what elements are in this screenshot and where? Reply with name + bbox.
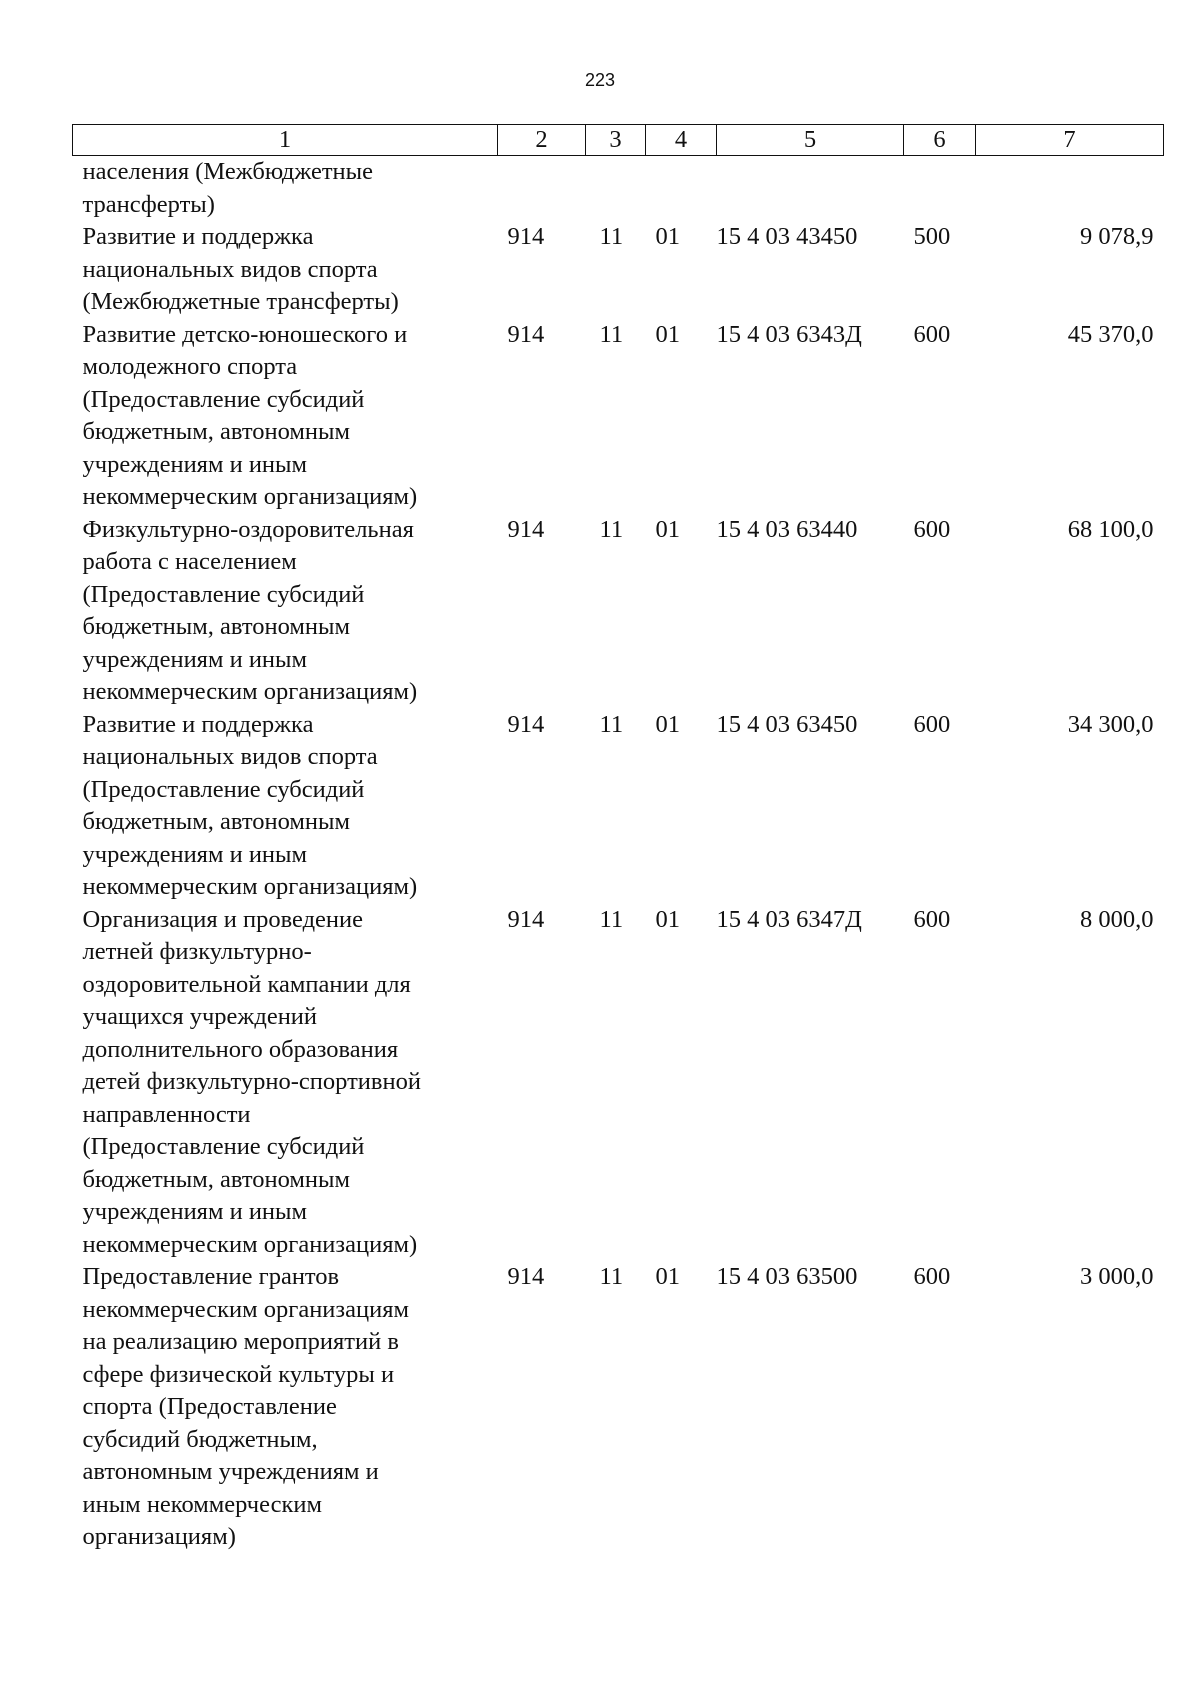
amount: 45 370,0 — [1067, 320, 1154, 348]
amount: 9 078,9 — [1080, 223, 1154, 250]
description-line: населения (Межбюджетные — [82, 158, 373, 185]
section-code: 11 — [599, 1263, 624, 1290]
page-number: 223 — [584, 70, 616, 90]
table-row — [73, 319, 1164, 514]
subsection-code: 01 — [655, 223, 680, 250]
row-description — [73, 904, 498, 1262]
department-code: 914 — [507, 223, 545, 250]
description-line: Развитие и поддержка — [82, 710, 314, 738]
department-code — [498, 156, 586, 222]
header-col-6: 6 — [904, 125, 976, 156]
target-article-code: 15 4 03 63440 — [716, 515, 858, 543]
description-line: учреждениям и иным — [82, 1198, 308, 1225]
target-article-code: 15 4 03 6347Д — [716, 905, 862, 933]
description-line: субсидий бюджетным, — [82, 1425, 318, 1453]
description-line: (Межбюджетные трансферты) — [82, 288, 399, 315]
header-col-7: 7 — [976, 125, 1164, 156]
table-row — [73, 156, 1164, 222]
description-line: национальных видов спорта — [82, 743, 378, 770]
description-line: дополнительного образования — [82, 1035, 399, 1063]
table-body — [73, 156, 1164, 1554]
expense-type-code: 600 — [913, 320, 951, 348]
table-row — [73, 221, 1164, 319]
target-article-code — [717, 156, 904, 222]
description-line: (Предоставление субсидий — [82, 1133, 365, 1160]
description-line: бюджетным, автономным — [82, 1165, 350, 1193]
description-line: Предоставление грантов — [82, 1263, 340, 1290]
row-description — [73, 514, 498, 709]
expense-type-code: 600 — [913, 905, 951, 933]
description-line: некоммерческим организациям — [82, 1295, 409, 1323]
description-line: некоммерческим организациям) — [82, 873, 418, 900]
header-col-4: 4 — [646, 125, 717, 156]
description-line: национальных видов спорта — [82, 255, 378, 283]
department-code: 914 — [507, 710, 545, 738]
description-line: работа с населением — [82, 548, 297, 575]
expense-type-code: 500 — [913, 223, 951, 250]
description-line: Развитие детско-юношеского и — [82, 320, 408, 348]
description-line: трансферты) — [82, 190, 215, 218]
subsection-code: 01 — [655, 1263, 680, 1290]
description-line: на реализацию мероприятий в — [82, 1328, 399, 1355]
department-code: 914 — [507, 515, 545, 543]
header-col-2: 2 — [498, 125, 586, 156]
description-line: Развитие и поддержка — [82, 223, 314, 250]
row-description — [73, 709, 498, 904]
description-line: спорта (Предоставление — [82, 1393, 337, 1420]
description-line: бюджетным, автономным — [82, 418, 350, 445]
row-description — [73, 156, 498, 222]
section-code: 11 — [599, 223, 624, 250]
header-col-1: 1 — [73, 125, 498, 156]
row-description — [73, 319, 498, 514]
department-code: 914 — [507, 320, 545, 348]
row-description — [73, 1261, 498, 1554]
description-line: учреждениям и иным — [82, 645, 308, 673]
description-line: сфере физической культуры и — [82, 1360, 395, 1388]
subsection-code: 01 — [655, 905, 680, 933]
amount: 3 000,0 — [1080, 1263, 1154, 1290]
header-row — [73, 125, 1164, 156]
description-line: оздоровительной кампании для — [82, 970, 411, 998]
description-line: Организация и проведение — [82, 905, 364, 933]
description-line: (Предоставление субсидий — [82, 775, 365, 803]
section-code: 11 — [599, 905, 624, 933]
description-line: автономным учреждениям и — [82, 1458, 379, 1485]
description-line: некоммерческим организациям) — [82, 678, 418, 705]
description-line: организациям) — [82, 1523, 236, 1550]
section-code: 11 — [599, 710, 624, 738]
amount: 68 100,0 — [1067, 515, 1154, 543]
subsection-code: 01 — [655, 320, 680, 348]
description-line: детей физкультурно-спортивной — [82, 1068, 421, 1095]
table-row — [73, 514, 1164, 709]
amount: 8 000,0 — [1080, 905, 1154, 933]
amount: 34 300,0 — [1067, 710, 1154, 738]
description-line: бюджетным, автономным — [82, 613, 350, 640]
description-line: бюджетным, автономным — [82, 808, 350, 835]
section-code: 11 — [599, 320, 624, 348]
description-line: направленности — [82, 1100, 251, 1128]
section-code — [586, 156, 646, 222]
description-line: летней физкультурно- — [82, 938, 312, 965]
budget-table — [72, 124, 1164, 1554]
subsection-code — [646, 156, 717, 222]
amount — [976, 156, 1164, 222]
description-line: учащихся учреждений — [82, 1003, 318, 1030]
expense-type-code — [904, 156, 976, 222]
target-article-code: 15 4 03 63500 — [716, 1263, 858, 1290]
target-article-code: 15 4 03 6343Д — [716, 320, 862, 348]
description-line: некоммерческим организациям) — [82, 483, 418, 510]
expense-type-code: 600 — [913, 1263, 951, 1290]
target-article-code: 15 4 03 63450 — [716, 710, 858, 738]
subsection-code: 01 — [655, 710, 680, 738]
description-line: Физкультурно-оздоровительная — [82, 515, 414, 543]
department-code: 914 — [507, 905, 545, 933]
description-line: (Предоставление субсидий — [82, 580, 365, 608]
expense-type-code: 600 — [913, 515, 951, 543]
target-article-code: 15 4 03 43450 — [716, 223, 858, 250]
description-line: некоммерческим организациям) — [82, 1230, 418, 1258]
subsection-code: 01 — [655, 515, 680, 543]
department-code: 914 — [507, 1263, 545, 1290]
header-col-3: 3 — [586, 125, 646, 156]
section-code: 11 — [599, 515, 624, 543]
table-row — [73, 1261, 1164, 1554]
header-col-5: 5 — [717, 125, 904, 156]
description-line: молодежного спорта — [82, 353, 298, 380]
description-line: учреждениям и иным — [82, 840, 308, 868]
row-description — [73, 221, 498, 319]
expense-type-code: 600 — [913, 710, 951, 738]
description-line: (Предоставление субсидий — [82, 385, 365, 413]
description-line: учреждениям и иным — [82, 450, 308, 478]
table-row — [73, 709, 1164, 904]
description-line: иным некоммерческим — [82, 1490, 322, 1518]
table-row — [73, 904, 1164, 1262]
